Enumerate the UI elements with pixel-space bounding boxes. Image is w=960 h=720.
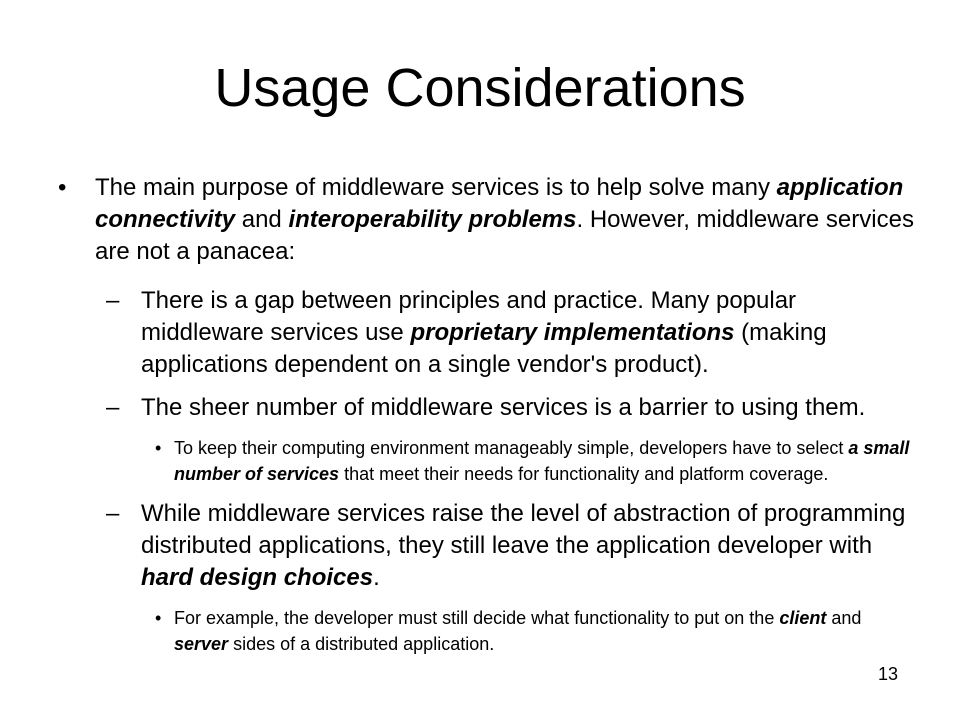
emphasis-text: proprietary implementations (410, 319, 735, 346)
dash-marker: – (106, 394, 120, 421)
emphasis-text: a small number of services (174, 438, 910, 484)
bullet-text (141, 500, 905, 591)
emphasis-text: server (174, 634, 229, 654)
bullet-marker: • (155, 608, 162, 628)
page-number: 13 (878, 664, 899, 684)
text-segment: There is a gap between principles and practice. Many popular middleware services use (141, 287, 797, 346)
sub-bullet-item (106, 285, 918, 381)
sub-bullet-item (106, 498, 918, 594)
text-segment: To keep their computing environment manageably simple, developers have to select (174, 438, 849, 458)
text-segment: that meet their needs for functionality and platform coverage. (339, 464, 829, 484)
slide-title: Usage Considerations (214, 58, 746, 118)
text-segment: . However, middleware services are not a panacea: (95, 206, 914, 265)
text-segment: sides of a distributed application. (228, 634, 495, 654)
emphasis-text: application connectivity (95, 174, 904, 233)
bullet-marker: • (155, 438, 162, 458)
bullet-text (141, 394, 865, 421)
text-segment: and (235, 206, 289, 233)
dash-marker: – (106, 500, 120, 527)
emphasis-text: interoperability problems (288, 206, 577, 233)
bullet-item (58, 172, 918, 268)
text-segment: . (373, 564, 380, 591)
bullet-text (174, 608, 861, 654)
emphasis-text: client (779, 608, 827, 628)
text-segment: The main purpose of middleware services is to help solve many (95, 174, 777, 201)
text-segment: For example, the developer must still decide what functionality to put on the (174, 608, 780, 628)
bullet-text (141, 287, 827, 378)
sub-sub-bullet-item (155, 605, 918, 657)
bullet-text (95, 174, 914, 265)
bullet-text (174, 438, 909, 484)
text-segment: While middleware services raise the level of abstraction of programming distributed applications, they still leave the application developer with (141, 500, 906, 559)
bullet-marker: • (58, 174, 67, 201)
dash-marker: – (106, 287, 120, 314)
text-segment: and (826, 608, 862, 628)
text-segment: (making applications dependent on a single vendor's product). (141, 319, 827, 378)
bullet-list (58, 172, 918, 668)
text-segment: The sheer number of middleware services is a barrier to using them. (141, 394, 866, 421)
sub-bullet-item (106, 392, 918, 424)
sub-sub-bullet-item (155, 435, 918, 487)
emphasis-text: hard design choices (141, 564, 374, 591)
